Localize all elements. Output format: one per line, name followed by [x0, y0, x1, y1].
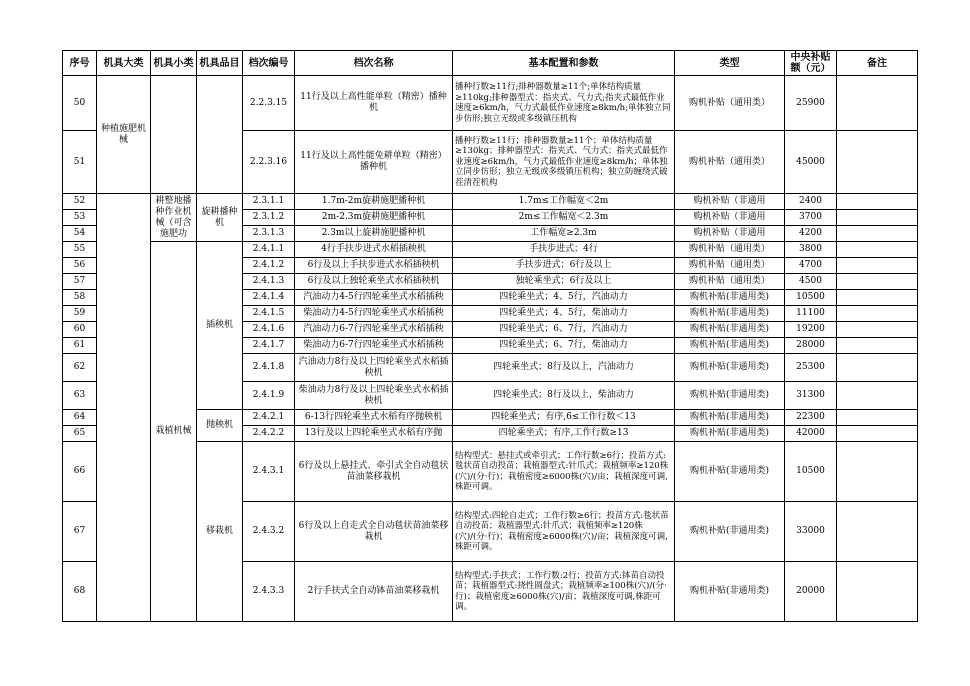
grade-amount: 10500 [785, 290, 837, 306]
grade-type: 购机补贴(非通用类) [675, 502, 785, 562]
row-no: 50 [63, 76, 97, 131]
grade-params: 播种行数≥11行；排种器数量≥11个；单体结构质量≥130kg；排种器型式：指夹式、气力式；指夹式最低作业速度≥6km/h，气力式最低作业速度≥8km/h；单体独立同步仿形；独立无级或多级镇压机构；独立防缠绕式破茬清茬机构 [453, 131, 675, 194]
grade-amount: 42000 [785, 426, 837, 442]
header-minor-class: 机具小类 [151, 51, 197, 76]
grade-name: 11行及以上高性能单粒（精密）播种机 [295, 76, 453, 131]
grade-amount: 3800 [785, 242, 837, 258]
grade-code: 2.3.1.2 [243, 210, 295, 226]
row-no: 63 [63, 382, 97, 410]
table-row [63, 242, 918, 258]
grade-type: 购机补贴(非通用类) [675, 290, 785, 306]
minor-class-cell [151, 76, 197, 194]
table-row [63, 194, 918, 210]
header-row [63, 51, 918, 76]
grade-name: 1.7m-2m旋耕施肥播种机 [295, 194, 453, 210]
grade-amount: 2400 [785, 194, 837, 210]
item-cell: 抛秧机 [197, 410, 243, 442]
grade-params: 四轮乘坐式；8行及以上，柴油动力 [453, 382, 675, 410]
grade-code: 2.4.2.1 [243, 410, 295, 426]
grade-note [837, 210, 918, 226]
header-item: 机具品目 [197, 51, 243, 76]
grade-code: 2.4.2.2 [243, 426, 295, 442]
grade-note [837, 258, 918, 274]
header-note: 备注 [837, 51, 918, 76]
grade-code: 2.4.1.3 [243, 274, 295, 290]
grade-params: 手扶步进式；6行及以上 [453, 258, 675, 274]
row-no: 59 [63, 306, 97, 322]
grade-amount: 22300 [785, 410, 837, 426]
grade-name: 6行及以上悬挂式、牵引式全自动毯状苗油菜移栽机 [295, 442, 453, 502]
grade-amount: 20000 [785, 562, 837, 622]
grade-params: 四轮乘坐式；6、7行，柴油动力 [453, 338, 675, 354]
grade-params: 结构型式:四轮自走式；工作行数≥6行；投苗方式:毯状苗自动投苗；栽植器型式:针爪式；栽植频率≥120株(穴)/(分·行)；栽植密度≥6000株(穴)/亩；栽植深度可调,株距可调。 [453, 502, 675, 562]
row-no: 52 [63, 194, 97, 210]
grade-params: 1.7m≤工作幅宽＜2m [453, 194, 675, 210]
item-cell [197, 76, 243, 194]
grade-amount: 33000 [785, 502, 837, 562]
grade-name: 6-13行四轮乘坐式水稻有序抛秧机 [295, 410, 453, 426]
grade-note [837, 410, 918, 426]
grade-note [837, 76, 918, 131]
header-no: 序号 [63, 51, 97, 76]
grade-amount: 25900 [785, 76, 837, 131]
grade-amount: 28000 [785, 338, 837, 354]
grade-name: 柴油动力6-7行四轮乘坐式水稻插秧 [295, 338, 453, 354]
grade-type: 购机补贴(非通用类) [675, 410, 785, 426]
grade-type: 购机补贴（非通用 [675, 194, 785, 210]
grade-code: 2.2.3.15 [243, 76, 295, 131]
grade-name: 6行及以上自走式全自动毯状苗油菜移栽机 [295, 502, 453, 562]
grade-amount: 31300 [785, 382, 837, 410]
grade-code: 2.3.1.3 [243, 226, 295, 242]
row-no: 54 [63, 226, 97, 242]
grade-type: 购机补贴(非通用类) [675, 426, 785, 442]
row-no: 62 [63, 354, 97, 382]
grade-type: 购机补贴(非通用类) [675, 322, 785, 338]
grade-code: 2.4.1.2 [243, 258, 295, 274]
grade-params: 播种行数≥11行;排种器数量≥11个;单体结构质量≥110kg;排种器型式：指夹式、气力式;指夹式最低作业速度≥6km/h，气力式最低作业速度≥8km/h;单体独立同步仿形;独立无级或多级镇压机构 [453, 76, 675, 131]
grade-name: 13行及以上四轮乘坐式水稻有序抛 [295, 426, 453, 442]
grade-type: 购机补贴（通用类） [675, 131, 785, 194]
grade-note [837, 502, 918, 562]
grade-name: 柴油动力4-5行四轮乘坐式水稻插秧 [295, 306, 453, 322]
grade-note [837, 242, 918, 258]
header-grade-name: 档次名称 [295, 51, 453, 76]
row-no: 67 [63, 502, 97, 562]
row-no: 61 [63, 338, 97, 354]
grade-code: 2.4.1.4 [243, 290, 295, 306]
grade-name: 汽油动力8行及以上四轮乘坐式水稻插秧机 [295, 354, 453, 382]
grade-type: 购机补贴(非通用类) [675, 354, 785, 382]
grade-params: 结构型式:手扶式；工作行数:2行；投苗方式:钵苗自动投苗；栽植器型式:挠性圆盘式；栽植频率≥100株(穴)/(分·行)；栽植密度≥6000株(穴)/亩；栽植深度可调,株距可调。 [453, 562, 675, 622]
grade-amount: 19200 [785, 322, 837, 338]
grade-params: 结构型式：悬挂式或牵引式；工作行数≥6行；投苗方式:毯状苗自动投苗；栽植器型式:针爪式；栽植频率≥120株(穴)/(分·行)；栽植密度≥6000株(穴)/亩；栽植深度可调,株距可调。 [453, 442, 675, 502]
grade-code: 2.4.1.7 [243, 338, 295, 354]
grade-name: 6行及以上手扶步进式水稻插秧机 [295, 258, 453, 274]
row-no: 60 [63, 322, 97, 338]
grade-type: 购机补贴（通用类） [675, 274, 785, 290]
grade-note [837, 562, 918, 622]
grade-name: 汽油动力6-7行四轮乘坐式水稻插秧 [295, 322, 453, 338]
grade-name: 4行手扶步进式水稻插秧机 [295, 242, 453, 258]
row-no: 66 [63, 442, 97, 502]
grade-type: 购机补贴（通用类） [675, 76, 785, 131]
grade-note [837, 382, 918, 410]
grade-type: 购机补贴(非通用类) [675, 442, 785, 502]
row-no: 53 [63, 210, 97, 226]
grade-amount: 25300 [785, 354, 837, 382]
grade-type: 购机补贴(非通用类) [675, 382, 785, 410]
header-params: 基本配置和参数 [453, 51, 675, 76]
grade-params: 独轮乘坐式；6行及以上 [453, 274, 675, 290]
grade-code: 2.4.3.2 [243, 502, 295, 562]
grade-params: 四轮乘坐式；有序,6≤工作行数＜13 [453, 410, 675, 426]
subsidy-table [62, 50, 918, 622]
row-no: 68 [63, 562, 97, 622]
grade-params: 四轮乘坐式；4、5行，柴油动力 [453, 306, 675, 322]
grade-name: 汽油动力4-5行四轮乘坐式水稻插秧 [295, 290, 453, 306]
minor-class-cell: 栽植机械 [151, 242, 197, 622]
grade-name: 2m-2.3m旋耕施肥播种机 [295, 210, 453, 226]
row-no: 58 [63, 290, 97, 306]
grade-note [837, 426, 918, 442]
grade-params: 手扶步进式；4行 [453, 242, 675, 258]
grade-code: 2.4.1.5 [243, 306, 295, 322]
grade-type: 购机补贴(非通用类) [675, 338, 785, 354]
header-grade-code: 档次编号 [243, 51, 295, 76]
grade-type: 购机补贴（通用类） [675, 242, 785, 258]
grade-params: 四轮乘坐式；4、5行，汽油动力 [453, 290, 675, 306]
minor-class-cell: 耕整地播种作业机械（可含施肥功 [151, 194, 197, 242]
grade-params: 四轮乘坐式；有序,工作行数≥13 [453, 426, 675, 442]
grade-amount: 3700 [785, 210, 837, 226]
table-row [63, 76, 918, 131]
row-no: 56 [63, 258, 97, 274]
item-cell: 移栽机 [197, 442, 243, 622]
grade-params: 四轮乘坐式；6、7行，汽油动力 [453, 322, 675, 338]
grade-note [837, 306, 918, 322]
grade-note [837, 290, 918, 306]
grade-note [837, 442, 918, 502]
grade-code: 2.4.1.1 [243, 242, 295, 258]
grade-params: 四轮乘坐式；8行及以上，汽油动力 [453, 354, 675, 382]
grade-type: 购机补贴(非通用类) [675, 306, 785, 322]
grade-code: 2.4.1.8 [243, 354, 295, 382]
grade-type: 购机补贴(非通用类) [675, 562, 785, 622]
row-no: 51 [63, 131, 97, 194]
grade-code: 2.2.3.16 [243, 131, 295, 194]
header-type: 类型 [675, 51, 785, 76]
grade-code: 2.4.1.9 [243, 382, 295, 410]
header-major-class: 机具大类 [97, 51, 151, 76]
grade-name: 2.3m以上旋耕施肥播种机 [295, 226, 453, 242]
grade-params: 2m≤工作幅宽＜2.3m [453, 210, 675, 226]
grade-note [837, 194, 918, 210]
grade-params: 工作幅宽≥2.3m [453, 226, 675, 242]
grade-note [837, 322, 918, 338]
grade-name: 6行及以上独轮乘坐式水稻插秧机 [295, 274, 453, 290]
grade-type: 购机补贴（非通用 [675, 210, 785, 226]
grade-name: 柴油动力8行及以上四轮乘坐式水稻插秧机 [295, 382, 453, 410]
grade-code: 2.4.3.1 [243, 442, 295, 502]
grade-note [837, 338, 918, 354]
item-cell: 旋耕播种机 [197, 194, 243, 242]
grade-amount: 4700 [785, 258, 837, 274]
grade-code: 2.4.1.6 [243, 322, 295, 338]
grade-amount: 10500 [785, 442, 837, 502]
grade-amount: 45000 [785, 131, 837, 194]
grade-code: 2.4.3.3 [243, 562, 295, 622]
major-class-cell: 种植施肥机械 [97, 76, 151, 194]
grade-type: 购机补贴（通用类） [675, 258, 785, 274]
grade-name: 11行及以上高性能免耕单粒（精密）播种机 [295, 131, 453, 194]
grade-type: 购机补贴（非通用 [675, 226, 785, 242]
row-no: 57 [63, 274, 97, 290]
grade-note [837, 131, 918, 194]
grade-amount: 4200 [785, 226, 837, 242]
row-no: 55 [63, 242, 97, 258]
item-cell: 插秧机 [197, 242, 243, 410]
grade-note [837, 226, 918, 242]
grade-note [837, 274, 918, 290]
major-class-cell [97, 194, 151, 622]
header-amount: 中央补贴额（元） [785, 51, 837, 76]
grade-note [837, 354, 918, 382]
grade-amount: 11100 [785, 306, 837, 322]
grade-code: 2.3.1.1 [243, 194, 295, 210]
grade-name: 2行手扶式全自动钵苗油菜移栽机 [295, 562, 453, 622]
grade-amount: 4500 [785, 274, 837, 290]
row-no: 64 [63, 410, 97, 426]
row-no: 65 [63, 426, 97, 442]
